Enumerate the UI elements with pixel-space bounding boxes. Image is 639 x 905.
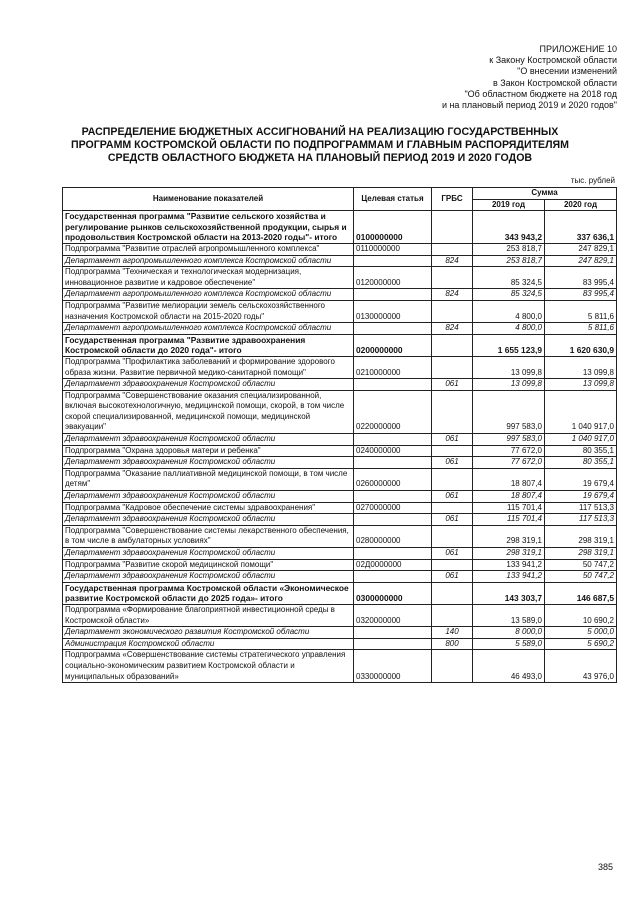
- row-code-cell: 0200000000: [354, 334, 432, 356]
- row-grbs-cell: [432, 468, 473, 490]
- row-name-cell: Департамент здравоохранения Костромской области: [63, 457, 354, 469]
- row-code-cell: 0210000000: [354, 356, 432, 378]
- table-row: [63, 627, 617, 639]
- row-2019-cell: 997 583,0: [473, 390, 545, 433]
- row-name-cell: Подпрограмма "Развитие мелиорации земель сельскохозяйственного назначения Костромской области на 2015-2020 годы": [63, 300, 354, 322]
- row-grbs-cell: [432, 267, 473, 289]
- row-code-cell: [354, 571, 432, 583]
- row-2020-cell: 117 513,3: [545, 502, 617, 514]
- row-2019-cell: 85 324,5: [473, 289, 545, 301]
- row-code-cell: [354, 638, 432, 650]
- row-grbs-cell: 824: [432, 255, 473, 267]
- row-name-cell: Департамент здравоохранения Костромской области: [63, 379, 354, 391]
- table-row: [63, 267, 617, 289]
- row-2020-cell: 19 679,4: [545, 491, 617, 503]
- row-2020-cell: 50 747,2: [545, 559, 617, 571]
- table-row: [63, 525, 617, 547]
- row-2020-cell: 337 636,1: [545, 211, 617, 244]
- row-2019-cell: 13 099,8: [473, 356, 545, 378]
- title-line: РАСПРЕДЕЛЕНИЕ БЮДЖЕТНЫХ АССИГНОВАНИЙ НА РЕАЛИЗАЦИЮ ГОСУДАРСТВЕННЫХ: [81, 126, 559, 138]
- row-2020-cell: 5 000,0: [545, 627, 617, 639]
- row-2020-cell: 298 319,1: [545, 525, 617, 547]
- row-code-cell: [354, 289, 432, 301]
- table-row: [63, 548, 617, 560]
- table-row: [63, 502, 617, 514]
- row-2019-cell: 115 701,4: [473, 514, 545, 526]
- row-name-cell: Департамент агропромышленного комплекса Костромской области: [63, 289, 354, 301]
- row-2019-cell: 133 941,2: [473, 559, 545, 571]
- table-row: [63, 356, 617, 378]
- row-code-cell: 02Д0000000: [354, 559, 432, 571]
- row-2020-cell: 83 995,4: [545, 267, 617, 289]
- row-code-cell: 0270000000: [354, 502, 432, 514]
- row-2020-cell: 50 747,2: [545, 571, 617, 583]
- table-row: [63, 650, 617, 683]
- row-2020-cell: 43 976,0: [545, 650, 617, 683]
- row-2019-cell: 46 493,0: [473, 650, 545, 683]
- row-code-cell: [354, 627, 432, 639]
- table-row: [63, 457, 617, 469]
- row-2019-cell: 13 589,0: [473, 604, 545, 626]
- table-row: [63, 468, 617, 490]
- row-2019-cell: 13 099,8: [473, 379, 545, 391]
- row-name-cell: Департамент экономического развития Костромской области: [63, 627, 354, 639]
- row-grbs-cell: 824: [432, 323, 473, 335]
- row-code-cell: [354, 434, 432, 446]
- row-2020-cell: 13 099,8: [545, 379, 617, 391]
- row-2019-cell: 143 303,7: [473, 582, 545, 604]
- row-2019-cell: 343 943,2: [473, 211, 545, 244]
- row-grbs-cell: [432, 390, 473, 433]
- row-name-cell: Государственная программа "Развитие здравоохранения Костромской области до 2020 года"- итого: [63, 334, 354, 356]
- row-grbs-cell: [432, 582, 473, 604]
- row-name-cell: Департамент агропромышленного комплекса Костромской области: [63, 255, 354, 267]
- row-grbs-cell: 061: [432, 379, 473, 391]
- row-2019-cell: 115 701,4: [473, 502, 545, 514]
- row-name-cell: Департамент здравоохранения Костромской области: [63, 491, 354, 503]
- table-row: [63, 334, 617, 356]
- row-name-cell: Подпрограмма "Техническая и технологическая модернизация, инновационное развитие и кадровое обеспечение": [63, 267, 354, 289]
- row-name-cell: Подпрограмма "Совершенствование оказания специализированной, включая высокотехнологичную, медицинской помощи, скорой, в том числе скорой специализированной, медицинской помощи, медицинской эвакуации": [63, 390, 354, 433]
- row-2020-cell: 13 099,8: [545, 356, 617, 378]
- table-row: [63, 211, 617, 244]
- row-2019-cell: 253 818,7: [473, 243, 545, 255]
- row-code-cell: 0110000000: [354, 243, 432, 255]
- row-code-cell: 0260000000: [354, 468, 432, 490]
- table-row: [63, 582, 617, 604]
- row-2020-cell: 117 513,3: [545, 514, 617, 526]
- row-name-cell: Департамент здравоохранения Костромской области: [63, 571, 354, 583]
- row-code-cell: [354, 255, 432, 267]
- row-grbs-cell: 140: [432, 627, 473, 639]
- row-name-cell: Государственная программа "Развитие сельского хозяйства и регулирование рынков сельскохозяйственной продукции, сырья и продовольствия Костромской области на 2013-2020 годы"- итого: [63, 211, 354, 244]
- row-grbs-cell: [432, 525, 473, 547]
- table-row: [63, 571, 617, 583]
- row-grbs-cell: [432, 559, 473, 571]
- row-2020-cell: 5 811,6: [545, 300, 617, 322]
- header-name: Наименование показателей: [63, 188, 354, 211]
- row-code-cell: 0220000000: [354, 390, 432, 433]
- row-grbs-cell: 800: [432, 638, 473, 650]
- row-2019-cell: 8 000,0: [473, 627, 545, 639]
- table-header-row: [63, 188, 617, 200]
- row-name-cell: Подпрограмма "Развитие скорой медицинской помощи": [63, 559, 354, 571]
- row-grbs-cell: 061: [432, 514, 473, 526]
- appendix-line: и на плановый период 2019 и 2020 годов": [441, 100, 617, 111]
- row-code-cell: 0120000000: [354, 267, 432, 289]
- table-row: [63, 514, 617, 526]
- budget-table: [62, 187, 617, 683]
- table-row: [63, 491, 617, 503]
- row-name-cell: Администрация Костромской области: [63, 638, 354, 650]
- row-code-cell: [354, 379, 432, 391]
- row-name-cell: Подпрограмма "Развитие отраслей агропромышленного комплекса": [63, 243, 354, 255]
- table-row: [63, 289, 617, 301]
- row-code-cell: [354, 457, 432, 469]
- row-2020-cell: 1 620 630,9: [545, 334, 617, 356]
- row-2020-cell: 19 679,4: [545, 468, 617, 490]
- row-grbs-cell: 061: [432, 491, 473, 503]
- row-name-cell: Подпрограмма "Охрана здоровья матери и ребенка": [63, 445, 354, 457]
- row-2019-cell: 298 319,1: [473, 548, 545, 560]
- appendix-line: "О внесении изменений: [517, 66, 617, 77]
- row-code-cell: 0300000000: [354, 582, 432, 604]
- row-code-cell: [354, 548, 432, 560]
- page-number: 385: [597, 862, 613, 872]
- row-2020-cell: 1 040 917,0: [545, 434, 617, 446]
- row-2020-cell: 83 995,4: [545, 289, 617, 301]
- row-2019-cell: 77 672,0: [473, 457, 545, 469]
- row-2020-cell: 1 040 917,0: [545, 390, 617, 433]
- row-2019-cell: 4 800,0: [473, 300, 545, 322]
- row-2020-cell: 5 811,6: [545, 323, 617, 335]
- row-2019-cell: 997 583,0: [473, 434, 545, 446]
- appendix-line: ПРИЛОЖЕНИЕ 10: [539, 44, 617, 54]
- row-grbs-cell: [432, 300, 473, 322]
- row-name-cell: Департамент агропромышленного комплекса Костромской области: [63, 323, 354, 335]
- header-grbs: ГРБС: [432, 188, 473, 211]
- row-code-cell: [354, 491, 432, 503]
- row-2019-cell: 133 941,2: [473, 571, 545, 583]
- row-name-cell: Подпрограмма «Формирование благоприятной инвестиционной среды в Костромской области»: [63, 604, 354, 626]
- row-grbs-cell: [432, 243, 473, 255]
- row-name-cell: Государственная программа Костромской области «Экономическое развитие Костромской области до 2025 года»- итого: [63, 582, 354, 604]
- row-2019-cell: 253 818,7: [473, 255, 545, 267]
- table-row: [63, 445, 617, 457]
- title-line: ПРОГРАММ КОСТРОМСКОЙ ОБЛАСТИ ПО ПОДПРОГРАММАМ И ГЛАВНЫМ РАСПОРЯДИТЕЛЯМ: [71, 139, 569, 151]
- row-name-cell: Подпрограмма «Совершенствование системы стратегического управления социально-экономическим развитием Костромской области и муниципальных образований»: [63, 650, 354, 683]
- row-grbs-cell: 061: [432, 571, 473, 583]
- appendix-line: "Об областном бюджете на 2018 год: [464, 88, 617, 99]
- table-row: [63, 379, 617, 391]
- header-sum: Сумма: [473, 188, 617, 200]
- row-2019-cell: 18 807,4: [473, 468, 545, 490]
- table-row: [63, 604, 617, 626]
- row-2020-cell: 10 690,2: [545, 604, 617, 626]
- row-grbs-cell: [432, 334, 473, 356]
- row-code-cell: 0130000000: [354, 300, 432, 322]
- header-2020: 2020 год: [545, 199, 617, 211]
- row-2019-cell: 5 589,0: [473, 638, 545, 650]
- table-body: [63, 211, 617, 683]
- table-row: [63, 434, 617, 446]
- row-grbs-cell: 061: [432, 434, 473, 446]
- appendix-line: в Закон Костромской области: [492, 77, 617, 88]
- row-name-cell: Подпрограмма "Профилактика заболеваний и формирование здорового образа жизни. Развитие первичной медико-санитарной помощи": [63, 356, 354, 378]
- row-name-cell: Подпрограмма "Совершенствование системы лекарственного обеспечения, в том числе в амбулаторных условиях": [63, 525, 354, 547]
- row-2020-cell: 80 355,1: [545, 445, 617, 457]
- row-2019-cell: 18 807,4: [473, 491, 545, 503]
- row-2019-cell: 1 655 123,9: [473, 334, 545, 356]
- table-row: [63, 300, 617, 322]
- table-row: [63, 323, 617, 335]
- row-grbs-cell: 824: [432, 289, 473, 301]
- row-name-cell: Подпрограмма "Оказание паллиативной медицинской помощи, в том числе детям": [63, 468, 354, 490]
- row-grbs-cell: [432, 211, 473, 244]
- row-grbs-cell: 061: [432, 457, 473, 469]
- table-row: [63, 255, 617, 267]
- document-title: [60, 126, 580, 165]
- row-code-cell: 0240000000: [354, 445, 432, 457]
- row-2019-cell: 298 319,1: [473, 525, 545, 547]
- row-code-cell: 0320000000: [354, 604, 432, 626]
- row-code-cell: 0330000000: [354, 650, 432, 683]
- table-row: [63, 243, 617, 255]
- row-2020-cell: 5 690,2: [545, 638, 617, 650]
- row-code-cell: [354, 323, 432, 335]
- appendix-header: [442, 44, 617, 111]
- table-row: [63, 559, 617, 571]
- appendix-line: к Закону Костромской области: [489, 55, 617, 66]
- row-grbs-cell: [432, 445, 473, 457]
- row-2019-cell: 85 324,5: [473, 267, 545, 289]
- row-grbs-cell: 061: [432, 548, 473, 560]
- row-code-cell: 0100000000: [354, 211, 432, 244]
- row-grbs-cell: [432, 356, 473, 378]
- row-2019-cell: 77 672,0: [473, 445, 545, 457]
- row-grbs-cell: [432, 502, 473, 514]
- row-2019-cell: 4 800,0: [473, 323, 545, 335]
- row-2020-cell: 247 829,1: [545, 243, 617, 255]
- table-row: [63, 638, 617, 650]
- row-grbs-cell: [432, 604, 473, 626]
- row-2020-cell: 146 687,5: [545, 582, 617, 604]
- row-code-cell: 0280000000: [354, 525, 432, 547]
- units-label: тыс. рублей: [570, 176, 615, 185]
- header-code: Целевая статья: [354, 188, 432, 211]
- row-grbs-cell: [432, 650, 473, 683]
- table-row: [63, 390, 617, 433]
- title-line: СРЕДСТВ ОБЛАСТНОГО БЮДЖЕТА НА ПЛАНОВЫЙ ПЕРИОД 2019 И 2020 ГОДОВ: [107, 152, 533, 164]
- row-name-cell: Подпрограмма "Кадровое обеспечение системы здравоохранения": [63, 502, 354, 514]
- row-2020-cell: 247 829,1: [545, 255, 617, 267]
- row-name-cell: Департамент здравоохранения Костромской области: [63, 434, 354, 446]
- row-name-cell: Департамент здравоохранения Костромской области: [63, 514, 354, 526]
- row-2020-cell: 298 319,1: [545, 548, 617, 560]
- row-code-cell: [354, 514, 432, 526]
- header-2019: 2019 год: [473, 199, 545, 211]
- row-name-cell: Департамент здравоохранения Костромской области: [63, 548, 354, 560]
- row-2020-cell: 80 355,1: [545, 457, 617, 469]
